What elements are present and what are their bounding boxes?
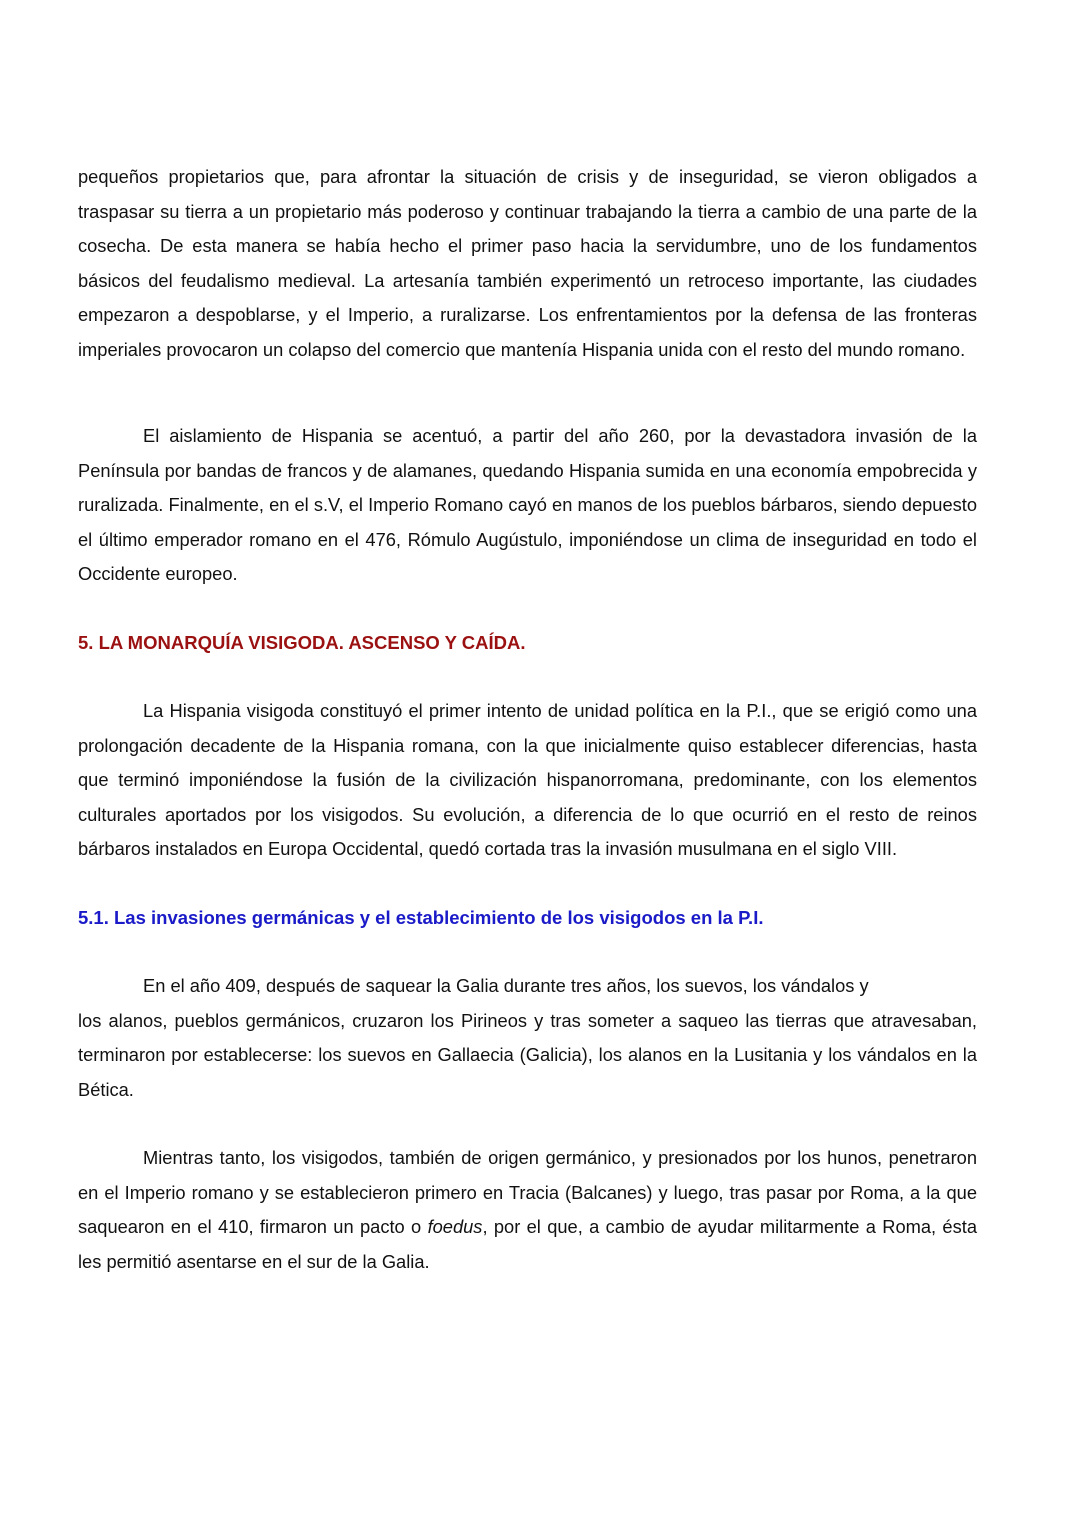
paragraph-hispania-visigoda: La Hispania visigoda constituyó el primer intento de unidad política en la P.I., que se erigió como una prolongación decadente de la Hispania romana, con la que inicialmente quiso establecer diferencias, hasta que terminó imponiéndose la fusión de la civilización hispanorromana, predominante, con los elementos culturales aportados por los visigodos. Su evolución, a diferencia de lo que ocurrió en el resto de reinos bárbaros instalados en Europa Occidental, quedó cortada tras la invasión musulmana en el siglo VIII.	[78, 700, 977, 859]
paragraph-409-line1: En el año 409, después de saquear la Galia durante tres años, los suevos, los vándalos y	[143, 975, 869, 996]
section-heading-5: 5. LA MONARQUÍA VISIGODA. ASCENSO Y CAÍDA.	[78, 631, 526, 653]
paragraph-409-rest: los alanos, pueblos germánicos, cruzaron los Pirineos y tras someter a saqueo las tierras que atravesaban, terminaron por establecerse: los suevos en Gallaecia (Galicia), los alanos en la Lusitania y los vándalos en la Bética.	[78, 1009, 977, 1100]
paragraph-crisis: pequeños propietarios que, para afrontar la situación de crisis y de inseguridad, se vieron obligados a traspasar su tierra a un propietario más poderoso y continuar trabajando la tierra a cambio de una parte de la cosecha. De esta manera se había hecho el primer paso hacia la servidumbre, uno de los fundamentos básicos del feudalismo medieval. La artesanía también experimentó un retroceso importante, las ciudades empezaron a despoblarse, y el Imperio, a ruralizarse. Los enfrentamientos por la defensa de las fronteras imperiales provocaron un colapso del comercio que mantenía Hispania unida con el resto del mundo romano.	[78, 166, 977, 360]
paragraph-visigodos-after: , por el que, a cambio de ayudar militarmente a Roma, ésta les permitió asentarse en el sur de la Galia.	[78, 1216, 977, 1272]
foedus-term: foedus	[427, 1216, 483, 1237]
paragraph-isolation: El aislamiento de Hispania se acentuó, a partir del año 260, por la devastadora invasión de la Península por bandas de francos y de alamanes, quedando Hispania sumida en una economía empobrecida y ruralizada. Finalmente, en el s.V, el Imperio Romano cayó en manos de los pueblos bárbaros, siendo depuesto el último emperador romano en el 476, Rómulo Augústulo, imponiéndose un clima de inseguridad en todo el Occidente europeo.	[78, 425, 977, 584]
paragraph-visigodos	[78, 1141, 977, 1279]
paragraph-visigodos-before: Mientras tanto, los visigodos, también de origen germánico, y presionados por los hunos, penetraron en el Imperio romano y se establecieron primero en Tracia (Balcanes) y luego, tras pasar por Roma, a la que saquearon en el 410, firmaron un pacto o	[78, 1147, 977, 1237]
document-page	[78, 160, 977, 1279]
subsection-heading-5-1: 5.1. Las invasiones germánicas y el establecimiento de los visigodos en la P.I.	[78, 906, 764, 928]
